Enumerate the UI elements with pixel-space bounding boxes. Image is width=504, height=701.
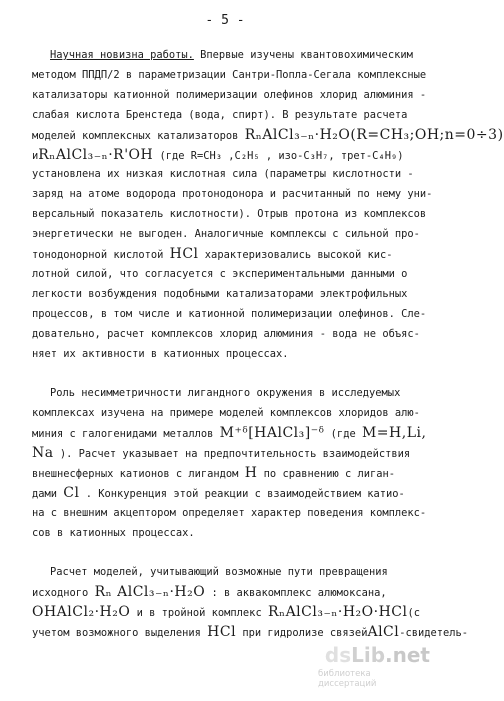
text-segment: Роль несимметричности лигандного окружения в исследуемых — [50, 387, 401, 400]
text-line — [32, 624, 469, 641]
text-segment: Впервые изучены квантовохимическим — [193, 49, 413, 61]
text-segment: Научная новизна работы. — [50, 49, 194, 61]
text-line — [32, 88, 427, 102]
text-segment: слабая кислота Бренстеда (вода, спирт). В результате расчета — [32, 108, 408, 121]
text-segment: довательно, расчет комплексов хлорид алюминия - вода не объяс- — [32, 327, 420, 340]
text-line — [32, 466, 420, 481]
text-segment: (где — [324, 428, 362, 441]
text-segment: моделей комплексных катализаторов — [32, 129, 245, 142]
formula: HCl — [207, 624, 237, 641]
text-segment: тонодонорной кислотой — [32, 249, 170, 261]
text-line — [32, 126, 504, 143]
text-line — [32, 167, 420, 181]
text-segment: при гидролизе связей — [236, 627, 368, 640]
text-line — [50, 386, 420, 400]
text-segment: исходного — [32, 587, 95, 600]
text-line — [32, 227, 420, 241]
text-segment: внешнесферных катионов с лигандом — [32, 467, 245, 480]
text-segment: заряд на атоме водорода протонодонора и расчитанный по нему уни- — [32, 188, 433, 201]
text-segment: версальный показатель кислотности). Отрыв протона из комплексов — [32, 208, 427, 221]
text-line — [32, 585, 420, 600]
formula: H — [244, 464, 258, 481]
text-segment: на с внешним акцептором определяет характер поведения комплекс- — [32, 506, 427, 519]
text-line — [32, 425, 427, 442]
text-segment: няет их активности в катионных процессах. — [32, 347, 289, 360]
formula: OHAlCl₂·H₂O — [32, 604, 131, 621]
formula: M=H,Li, — [361, 425, 427, 442]
text-segment: катализаторы катионной полимеризации олефинов хлорид алюминия - — [32, 88, 427, 101]
text-segment: -свидетель- — [399, 627, 469, 640]
text-line — [32, 506, 427, 520]
text-line — [32, 446, 420, 461]
formula: Na — [32, 445, 54, 461]
text-segment: учетом возможного выделения — [32, 627, 208, 640]
formula: Cl — [63, 484, 80, 501]
formula: M⁺ᵟ[HAlCl₃]⁻ᵟ — [219, 425, 325, 442]
text-line — [32, 406, 420, 420]
text-line — [50, 48, 420, 62]
formula: RₙAlCl₃₋ₙ·H₂O·HCl — [267, 604, 408, 621]
text-segment: (где R=CH₃ ,C₂H₅ , изо-C₃H₇, трет-C₄H₉) — [153, 149, 404, 162]
formula: Rₙ AlCl₃₋ₙ·H₂O — [94, 584, 206, 601]
watermark-subtitle: библиотека диссертаций — [318, 669, 377, 689]
text-segment: миния с галогенидами металлов — [32, 428, 220, 441]
text-line — [32, 526, 420, 540]
text-segment: легкости возбуждения подобными катализаторами электрофильных — [32, 287, 408, 300]
text-segment: . Конкуренция этой реакции с взаимодействием катио- — [79, 487, 405, 500]
watermark — [318, 643, 430, 689]
text-line — [32, 486, 420, 501]
formula: HCl — [169, 246, 199, 262]
page-number: - 5 - — [205, 13, 245, 28]
text-line — [32, 347, 420, 361]
text-segment: характеризовались высокой кис- — [198, 249, 393, 261]
text-segment: по сравнению с лиган- — [257, 467, 396, 480]
text-line — [32, 307, 427, 321]
text-segment: : в аквакомплекс алюмоксана, — [205, 587, 387, 600]
text-segment: сов в катионных процессах. — [32, 526, 195, 539]
text-segment: ). Расчет указывает на предпочтительность взаимодействия — [53, 448, 411, 460]
text-segment: методом ППДП/2 в параметризации Сантри-Попла-Сегала комплексные — [32, 68, 427, 81]
text-line — [32, 267, 420, 281]
text-segment: комплексах изучена на примере моделей комплексов хлоридов алю- — [32, 407, 420, 420]
text-segment: Расчет моделей, учитывающий возможные пути превращения — [50, 566, 388, 579]
formula: RₙAlCl₃₋ₙ·H₂O(R=CH₃;OH;n=0÷3) — [244, 126, 504, 143]
text-segment: установлена их низкая кислотная сила (параметры кислотности - — [32, 168, 414, 181]
text-line — [50, 565, 420, 579]
text-line — [32, 605, 420, 620]
text-line — [32, 207, 427, 221]
text-line — [32, 327, 420, 341]
text-segment: и — [32, 149, 39, 162]
text-line — [32, 108, 420, 122]
formula: AlCl — [367, 624, 400, 641]
text-segment: лотной силой, что согласуется с экспериментальными данными о — [32, 267, 408, 280]
text-segment: энергетически не выгоден. Аналогичные комплексы с сильной про- — [32, 228, 420, 241]
text-segment: процессов, в том числе и катионной полимеризации олефинов. Сле- — [32, 307, 427, 320]
text-line — [32, 68, 427, 82]
text-line — [32, 187, 433, 201]
text-segment: и в тройной комплекс — [130, 607, 268, 620]
text-segment: (с — [407, 607, 421, 620]
text-line — [32, 148, 420, 163]
text-segment: дами — [32, 487, 64, 500]
text-line — [32, 247, 420, 262]
watermark-logo: dsLib.net — [324, 643, 430, 667]
formula: RₙAlCl₃₋ₙ·R'OH — [38, 146, 154, 163]
text-line — [32, 287, 420, 301]
